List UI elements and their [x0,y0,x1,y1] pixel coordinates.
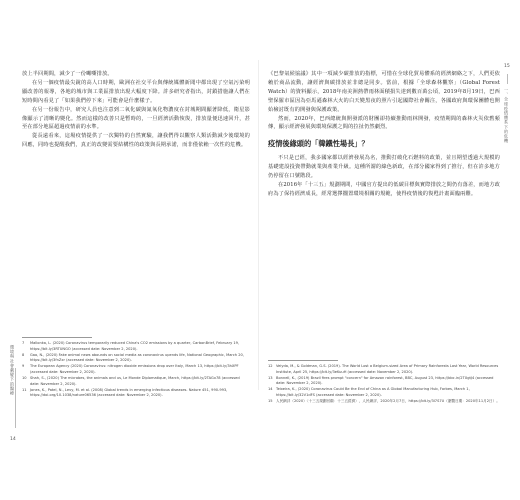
left-paragraph-4: 從長遠看來，這場疫情提供了一次獨特的自然實驗，讓我們得以觀察人類活動減少後環境的回應，同時也提醒我們，真正的改變需要結構性的政策與長期承諾，而非僅依賴一次性的危機。 [22,133,250,149]
footnote-text: Gao, N., (2020) Fake animal news abounds on social media as coronavirus upends life, National Geographic, March 20, https://bit.ly/3fnZxr (accessed date: November 2, 2020). [30,352,244,363]
footnote-number: 8 [22,352,25,357]
footnote-number: 7 [22,341,25,345]
right-page-number: 15 [504,64,510,69]
left-paragraph-3: 在另一份報告中，研究人員也注意到二氧化碳與氮氧化物濃度在封城期間顯著降低，衛星影像顯示了清晰的變化。然而這樣的改善只是暫時的，一旦經濟活動恢復，排放量便迅速回升，甚至在部分地區超過疫情前的水準。 [22,106,250,131]
left-page [22,70,250,380]
left-paragraph-1: 放上半回期間，減少了一份囉嘶排放。 [22,71,113,77]
right-paragraph-4: 在2016年「十三五」規劃期間，中國官方提出的低碳目標與實際排放之間仍有落差，而地方政府為了保持經濟成長，經常選擇擱置環境相關的規範，使得疫情後的復甦計畫面臨兩難。 [268,182,500,197]
footnote [22,376,250,387]
right-running-head: 一、全球疫情體系下的危機 [504,88,509,144]
left-running-head: 環境與社會劇變下的醫療 [10,345,15,396]
right-body-text-top [268,70,500,132]
footnote-text: Shah, S., (2020) The microbes, the animals and us, Le Monde Diplomatique, March, https://bit.ly/2TAGx78 (accessed date: November 2, 2020). [30,376,240,386]
footnote-number: 15 [268,399,273,404]
footnote-text: Bonnell, K., (2019) Brazil fires prompt "concern" for Amazon rainforest, BBC, August 23, https://bbc.in/2TXgtJ4 (accessed date: November 2, 2020). [276,375,494,386]
right-footnote-rule [268,360,338,361]
footnote-number: 10 [22,376,27,381]
footnote-text: 人民網評（2020）〈十三五規劃回顧：十三五經濟〉，人民網評，2020年2月7日，https://bit.ly/3l7S7U（瀏覽日期：2020年11月2日）。 [276,399,500,404]
right-paragraph-3: 不只是已經，我多國家都以經濟發展為名，推動打破化石燃料的政策，並且期望透過大規模的基礎建設投資帶動就業與產業升級。這種所謂的綠色新政，在部分國家得到了推行，但在許多地方仍停留在口號階段。 [268,155,500,180]
right-paragraph-2: 然而，2020年，巴西總統與開發派的財團卻持續推動雨林開發，疫情期間的森林火災依舊頻傳，顯示經濟發展與環境保護之間的拉扯仍然劇烈。 [268,115,500,131]
footnote [268,376,500,387]
footnote-text: The European Agency (2020) Coronavirus: nitrogen dioxide emissions drop over Italy, March 13, https://bit.ly/3hXPF (accessed date: November 2, 2020). [30,364,239,374]
footnote-number: 9 [22,364,25,369]
footnote [22,388,250,399]
footnote-text: Teixeira, K., (2020) Coronavirus Could Be the End of China as A Global Manufacturing Hub, Forbes, March 1, https://bit.ly/32V1dFS (accessed date: November 2, 2020). [276,387,470,397]
left-paragraph-2: 在另一個疫情最尖銳的高人口時期，歐洲在社交平台與傳統媒體新聞中都出現了空氣污染明顯改善的報導，各地的城市與工業區排放出現大幅度下降。許多研究者指出，封鎖措施讓人們在短時間內看見了「如果我們停下來」可能會是什麼樣子。 [22,79,250,104]
footnote [22,353,250,364]
footnote-number: 14 [268,387,273,392]
footnote [268,364,500,375]
footnote [22,364,250,375]
right-paragraph-1: 《巴黎氣候協議》其中一項減少碳排放的指標，可惜在全球化貿易體系的經濟網絡之下，人們更依賴於商品流動，讓經濟與碳排放並非總是同步。當前，根據「全球森林觀察」（Global Forest Watch）的資料顯示，2018年南美洲熱帶雨林面積損失達到數百萬公頃，2019年8月19日，巴西聖保羅市區因為亞馬遜森林大火的白天變黑夜的照片引起國際社會關注，各國政府與環保團體也開始檢討既有的開發與保護政策。 [268,71,500,113]
footnote-text: Jones, K., Patel, N., Levy, M. et al. (2008) Global trends in emerging infectious diseases. Nature 451, 990-993, https://doi.org/10.1038/nature06536 (accessed date: November 2, 2020). [30,387,228,398]
right-body-text-bottom [268,154,500,199]
section-heading: 疫情後緣頭的「韓鐵性場長」？ [268,139,369,149]
left-footnotes [22,341,250,399]
footnote [22,341,250,352]
gutter [258,60,259,390]
left-footnote-rule [22,337,92,338]
footnote-text: Mallonka, L. (2020) Coronavirus temporarily reduced China's CO2 emissions by a quarter, CarbonBrief, February 19, https://bit.ly/3RTUNGO (accessed date: November 2, 2020). [30,341,240,351]
footnote-number: 12 [268,364,273,368]
footnote [268,399,500,405]
right-page [268,70,500,380]
left-page-number: 14 [10,437,16,442]
footnote [268,387,500,398]
right-side-rule [507,74,508,84]
left-side-rule [15,368,16,428]
right-footnotes [268,364,500,405]
footnote-text: Veiyda, M., & Goldman, G.S. (2019). The World Lost a Belgium-sized Area of Primary Rainforests Last Year, World Resources Institute, April 25, https://bit.ly/3eKuuH (accessed date: November 2, 2020). [276,364,499,374]
footnote-number: 13 [268,375,273,380]
left-body-text [22,70,250,150]
footnote-number: 11 [22,387,27,392]
